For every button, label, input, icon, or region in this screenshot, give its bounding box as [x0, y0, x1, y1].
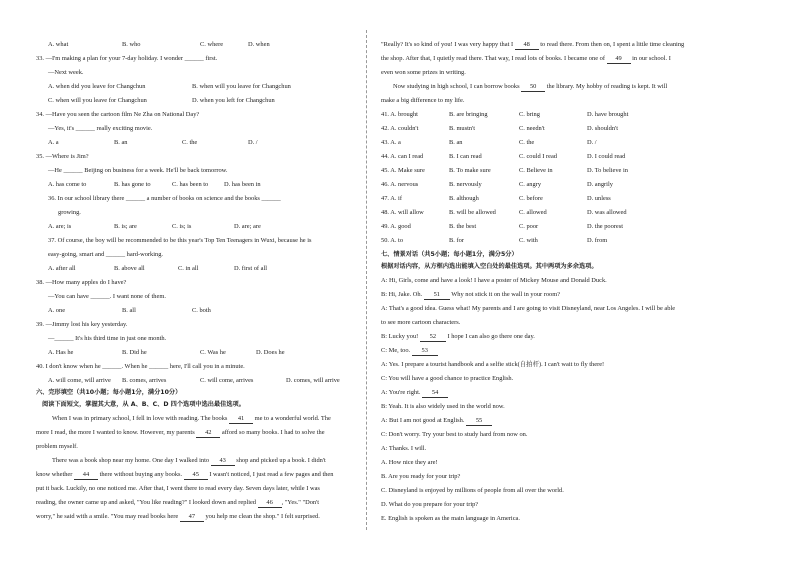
option: A. after all — [48, 265, 76, 272]
blank-45[interactable]: 45 — [184, 470, 208, 480]
blank-51[interactable]: 51 — [424, 290, 450, 300]
dialogue-line: to see more cartoon characters. — [381, 319, 461, 326]
passage-line: reading, the owner came up and asked, "You like reading?" I looked down and replied 46 , "Yes." "Don't — [36, 499, 320, 506]
option: B. when will you leave for Changchun — [192, 83, 291, 90]
option: D. has been in — [224, 181, 261, 188]
option: 44. A. can I read — [381, 153, 424, 160]
blank-52[interactable]: 52 — [420, 332, 446, 342]
option: A. has come to — [48, 181, 87, 188]
option: B. comes, arrives — [122, 377, 167, 384]
option: A. will come, will arrive — [48, 377, 111, 384]
option: C. Was he — [200, 349, 226, 356]
dialogue-line: A: You're right. 54 — [381, 388, 448, 398]
option: 48. A. will allow — [381, 209, 424, 216]
option: C. needn't — [519, 125, 545, 132]
choice: E. English is spoken as the main language in America. — [381, 515, 520, 522]
answer-line: —You can have ______. I want none of them. — [48, 293, 166, 300]
option: B. an — [449, 139, 463, 146]
dialogue-line: A: Thanks. I will. — [381, 445, 427, 452]
passage-line: There was a book shop near my home. One day I walked into 43 shop and picked up a book. I didn't — [52, 457, 326, 464]
blank-49[interactable]: 49 — [607, 54, 631, 64]
option: D. angrily — [587, 181, 613, 188]
option: B. I can read — [449, 153, 482, 160]
blank-42[interactable]: 42 — [196, 428, 220, 438]
question-37: 37. Of course, the boy will be recommended to be this year's Top Ten Teenagers in Wuxi, because he is — [48, 237, 312, 244]
answer-line: —Yes, it's ______ really exciting movie. — [48, 125, 153, 132]
question-37-cont: easy-going, smart and ______ hard-working. — [48, 251, 164, 258]
option: D. when — [248, 41, 270, 48]
dialogue-line: B: Yeah. It is also widely used in the world now. — [381, 403, 505, 410]
option: D. To believe in — [587, 167, 628, 174]
option: B. nervously — [449, 181, 482, 188]
option: C. with — [519, 237, 538, 244]
dialogue-line: B: Hi, Jake. Oh. 51 Why not stick it on the wall in your room? — [381, 291, 561, 298]
option: C. has been to — [172, 181, 209, 188]
blank-43[interactable]: 43 — [211, 456, 235, 466]
blank-41[interactable]: 41 — [229, 414, 253, 424]
option: D. was allowed — [587, 209, 627, 216]
option: B. To make sure — [449, 167, 491, 174]
passage-line: know whether 44 there without buying any books. 45 I wasn't noticed, I just read a few pages and then — [36, 471, 334, 478]
section-7-instructions: 根据对话内容，从方框内选出能填入空白处的最佳选项。其中两项为多余选项。 — [381, 263, 598, 270]
passage-line: more I read, the more I wanted to know. However, my parents 42 afford so many books. I had to solve the — [36, 429, 325, 436]
blank-44[interactable]: 44 — [74, 470, 98, 480]
choice: B. Are you ready for your trip? — [381, 473, 461, 480]
dialogue-line: B: Lucky you! 52 I hope I can also go there one day. — [381, 333, 535, 340]
dialogue-line: C: You will have a good chance to practice English. — [381, 375, 514, 382]
passage-line: problem myself. — [36, 443, 78, 450]
option: C. poor — [519, 223, 539, 230]
blank-53[interactable]: 53 — [412, 346, 438, 356]
option: C. the — [182, 139, 198, 146]
passage-line: even won some prizes in writing. — [381, 69, 466, 76]
option: A. one — [48, 307, 66, 314]
option: 45. A. Make sure — [381, 167, 425, 174]
choice: C. Disneyland is enjoyed by millions of people from all over the world. — [381, 487, 564, 494]
option: D. the poorest — [587, 223, 624, 230]
option: B. are bringing — [449, 111, 488, 118]
answer-line: —Next week. — [48, 69, 84, 76]
section-6-title: 六、完形填空（共10小题；每小题1分，满分10分） — [36, 389, 182, 396]
dialogue-line: A: Yes. I prepare a tourist handbook and a selfie stick(自拍杆). I can't wait to fly there! — [381, 361, 605, 368]
choice: D. What do you prepare for your trip? — [381, 501, 479, 508]
option: A. when did you leave for Changchun — [48, 83, 146, 90]
option: C. in all — [178, 265, 199, 272]
question-36: 36. In our school library there ______ a number of books on science and the books ______ — [48, 195, 281, 202]
passage-line: "Really? It's so kind of you! I was very happy that I 48 to read there. From then on, I spent a little time cleaning — [381, 41, 685, 48]
answer-line: —He ______ Beijing on business for a week. He'll be back tomorrow. — [48, 167, 228, 174]
dialogue-line: A: But I am not good at English. 55 — [381, 416, 492, 426]
passage-line: worry," he said with a smile. "You may read books here 47 you help me clean the shop." I felt surprised. — [36, 513, 320, 520]
question-40: 40. I don't know when he ______. When he ______ here, I'll call you in a minute. — [36, 363, 245, 370]
option: B. an — [114, 139, 128, 146]
dialogue-line: C: Don't worry. Try your best to study hard from now on. — [381, 431, 528, 438]
option: B. for — [449, 237, 464, 244]
option: 43. A. a — [381, 139, 401, 146]
option: A. Has he — [48, 349, 74, 356]
blank-47[interactable]: 47 — [180, 512, 204, 522]
option: B. is; are — [114, 223, 137, 230]
option: C. both — [192, 307, 211, 314]
blank-54[interactable]: 54 — [422, 388, 448, 398]
option: D. I could read — [587, 153, 626, 160]
option: C. will come, arrives — [200, 377, 254, 384]
option: B. the best — [449, 223, 477, 230]
option: B. who — [122, 41, 141, 48]
option: A. are; is — [48, 223, 72, 230]
passage-line: the shop. After that, I quietly read there. That way, I read lots of books. I became one of 49 in our school. I — [381, 55, 671, 62]
dialogue-line: C: Me, too. 53 — [381, 346, 438, 356]
passage-line: put it back. Luckily, no one noticed me. After that, I went there to read every day. Seven days later, while I was — [36, 485, 320, 492]
option: D. from — [587, 237, 608, 244]
blank-46[interactable]: 46 — [258, 498, 282, 508]
option: C. allowed — [519, 209, 547, 216]
blank-48[interactable]: 48 — [515, 40, 539, 50]
column-divider — [366, 30, 367, 530]
option: B. Did he — [122, 349, 147, 356]
option: D. have brought — [587, 111, 629, 118]
passage-line: Now studying in high school, I can borrow books 50 the library. My hobby of reading is kept. It will — [393, 83, 668, 90]
option: D. Does he — [256, 349, 285, 356]
option: 49. A. good — [381, 223, 411, 230]
question-36-cont: growing. — [58, 209, 81, 216]
option: 50. A. to — [381, 237, 404, 244]
question-34: 34. —Have you seen the cartoon film Ne Zha on National Day? — [36, 111, 200, 118]
blank-50[interactable]: 50 — [521, 82, 545, 92]
option: B. will be allowed — [449, 209, 496, 216]
option: D. shouldn't — [587, 125, 618, 132]
section-6-instructions: 阅读下面短文，掌握其大意，从 A、B、C、D 四个选项中选出最佳选项。 — [42, 401, 245, 408]
option: D. / — [587, 139, 597, 146]
option: C. bring — [519, 111, 540, 118]
blank-55[interactable]: 55 — [466, 416, 492, 426]
dialogue-line: A: Hi, Girls, come and have a look! I have a poster of Mickey Mouse and Donald Duck. — [381, 277, 607, 284]
option: 47. A. if — [381, 195, 402, 202]
option: C. Believe in — [519, 167, 553, 174]
option: 42. A. couldn't — [381, 125, 419, 132]
option: C. angry — [519, 181, 542, 188]
option: C. when will you leave for Changchun — [48, 97, 147, 104]
question-39: 39. —Jimmy lost his key yesterday. — [36, 321, 128, 328]
option: C. where — [200, 41, 224, 48]
option: D. first of all — [234, 265, 268, 272]
option: 46. A. nervous — [381, 181, 419, 188]
dialogue-line: A: That's a good idea. Guess what! My parents and I are going to visit Disneyland, near Los Angeles. I will be able — [381, 305, 676, 312]
option: D. unless — [587, 195, 611, 202]
option: A. what — [48, 41, 69, 48]
option: C. the — [519, 139, 535, 146]
option: B. all — [122, 307, 136, 314]
option: B. has gone to — [114, 181, 151, 188]
question-35: 35. —Where is Jim? — [36, 153, 89, 160]
option: D. when you left for Changchun — [192, 97, 275, 104]
option: B. mustn't — [449, 125, 476, 132]
section-7-title: 七、情景对话（共5小题；每小题1分，满分5分） — [381, 251, 518, 258]
option: D. / — [248, 139, 258, 146]
option: A. a — [48, 139, 59, 146]
answer-line: —______ It's his third time in just one month. — [48, 335, 167, 342]
passage-line: make a big difference to my life. — [381, 97, 465, 104]
option: D. comes, will arrive — [286, 377, 340, 384]
question-33: 33. —I'm making a plan for your 7-day holiday. I wonder ______ first. — [36, 55, 218, 62]
option: 41. A. brought — [381, 111, 418, 118]
question-38: 38. —How many apples do I have? — [36, 279, 127, 286]
option: B. although — [449, 195, 479, 202]
choice: A. How nice they are! — [381, 459, 438, 466]
option: C. could I read — [519, 153, 557, 160]
option: C. before — [519, 195, 543, 202]
option: B. above all — [114, 265, 145, 272]
option: D. are; are — [234, 223, 261, 230]
passage-line: When I was in primary school, I fell in love with reading. The books 41 me to a wonderful world. The — [52, 415, 331, 422]
option: C. is; is — [172, 223, 192, 230]
